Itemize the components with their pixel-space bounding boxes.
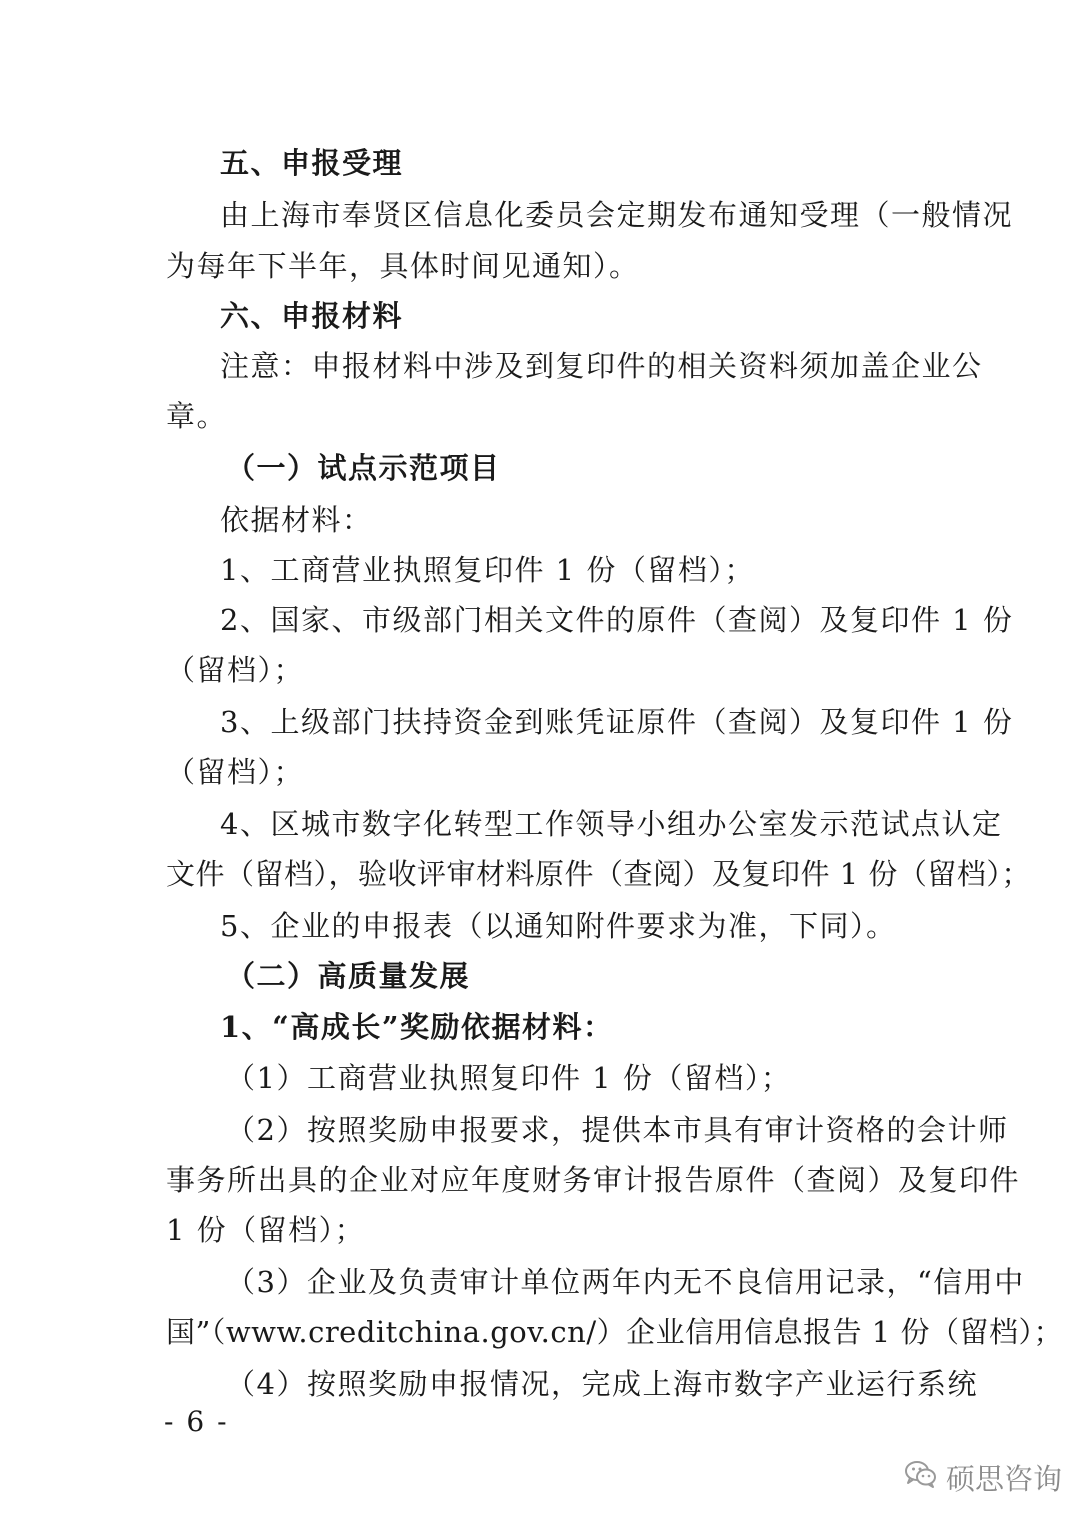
list-item: （4）按照奖励申报情况，完成上海市数字产业运行系统	[226, 1367, 978, 1401]
list-item: 1、工商营业执照复印件 1 份（留档）；	[220, 553, 755, 587]
list-item: （3）企业及负责审计单位两年内无不良信用记录，“信用中	[226, 1265, 1025, 1299]
subsection2-heading: （二）高质量发展	[226, 959, 471, 993]
page-number: - 6 -	[164, 1405, 229, 1438]
list-item: 5、企业的申报表（以通知附件要求为准，下同）。	[220, 909, 897, 943]
list-item-continuation: （留档）；	[166, 653, 305, 687]
note-line2: 章。	[166, 399, 228, 433]
note-line1: 注意：申报材料中涉及到复印件的相关资料须加盖企业公	[220, 349, 983, 383]
list-item: （1）工商营业执照复印件 1 份（留档）；	[226, 1061, 792, 1095]
list-item-continuation: 1 份（留档）；	[166, 1213, 366, 1247]
basis-label: 依据材料：	[220, 503, 373, 537]
section6-heading: 六、申报材料	[220, 299, 404, 333]
list-item: 3、上级部门扶持资金到账凭证原件（查阅）及复印件 1 份	[220, 705, 1014, 739]
list-item-continuation: 国”（www.creditchina.gov.cn/）企业信用信息报告 1 份（留档）；	[166, 1315, 1063, 1349]
list-item: 2、国家、市级部门相关文件的原件（查阅）及复印件 1 份	[220, 603, 1014, 637]
wechat-icon	[904, 1459, 938, 1496]
watermark-text: 硕思咨询	[946, 1461, 1063, 1496]
section5-heading: 五、申报受理	[220, 146, 404, 180]
watermark	[904, 1457, 1062, 1497]
list-item-continuation: （留档）；	[166, 755, 305, 789]
list-item-continuation: 文件（留档），验收评审材料原件（查阅）及复印件 1 份（留档）；	[166, 857, 1031, 891]
subsection1-heading: （一）试点示范项目	[226, 451, 501, 485]
list-item: （2）按照奖励申报要求，提供本市具有审计资格的会计师	[226, 1113, 1009, 1147]
section5-paragraph-line2: 为每年下半年，具体时间见通知）。	[166, 249, 640, 283]
high-growth-heading: 1、“高成长”奖励依据材料：	[220, 1010, 614, 1044]
list-item-continuation: 事务所出具的企业对应年度财务审计报告原件（查阅）及复印件	[166, 1163, 1021, 1197]
list-item: 4、区城市数字化转型工作领导小组办公室发示范试点认定	[220, 807, 1003, 841]
section5-paragraph-line1: 由上海市奉贤区信息化委员会定期发布通知受理（一般情况	[220, 198, 1014, 232]
